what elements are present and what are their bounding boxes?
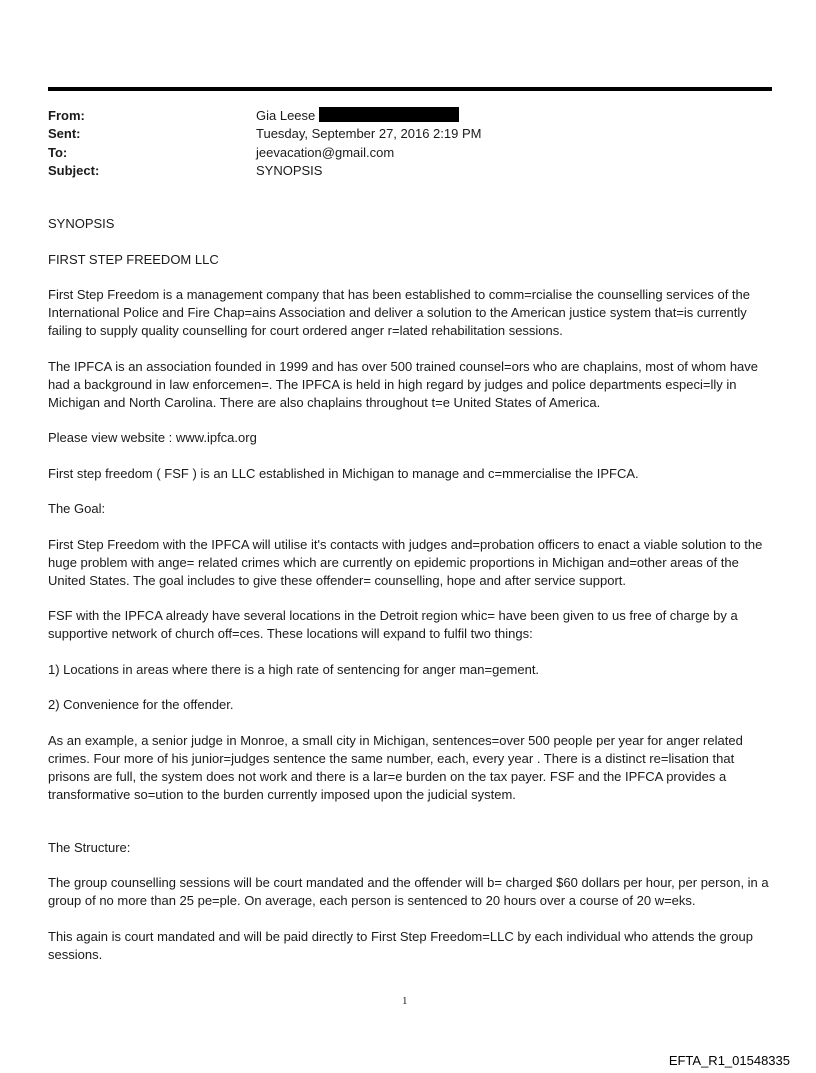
list-item-1: 1) Locations in areas where there is a high rate of sentencing for anger man=gement. — [48, 661, 540, 677]
paragraph-intro: First Step Freedom is a management company that has been established to comm=rcialise the counselling services of the International Police and Fire Chap=ains Association and deliver a solution to the American justice system that=is currently failing to supply quality counselling for court ordered anger r=lated rehabilitation sessions. — [48, 287, 750, 338]
header-rule — [48, 87, 772, 91]
subject-value: SYNOPSIS — [256, 162, 323, 178]
to-label: To: — [48, 144, 68, 160]
body-title: SYNOPSIS — [48, 216, 115, 231]
sent-row — [48, 125, 481, 143]
from-label: From: — [48, 108, 85, 123]
company-name: FIRST STEP FREEDOM LLC — [48, 251, 219, 267]
from-value: Gia Leese — [256, 107, 459, 125]
paragraph-example: As an example, a senior judge in Monroe, a small city in Michigan, sentences=over 500 people per year for anger related crimes. Four more of his junior=judges sentence the same number, each, every year . There is a distinct re=lisation that prisons are full, the system does not work and there is a lar=e burden on the tax payer. FSF and the IPFCA provides a transformative so=ution to the burden currently imposed upon the judicial system. — [48, 732, 743, 802]
paragraph-website: Please view website : www.ipfca.org — [48, 430, 257, 445]
subject-label: Subject: — [48, 162, 100, 178]
paragraph-ipfca: The IPFCA is an association founded in 1999 and has over 500 trained counsel=ors who are chaplains, most of whom have had a background in law enforcemen=. The IPFCA is held in high regard by judges and police departments especi=lly in Michigan and North Carolina. There are also chaplains throughout t=e United States of America. — [48, 358, 759, 410]
page-number: 1 — [402, 995, 408, 1007]
paragraph-locations: FSF with the IPFCA already have several locations in the Detroit region whic= have been given to us free of charge by a supportive network of church off=ces. These locations will expand to fulfil two things: — [48, 608, 738, 641]
email-body — [48, 215, 773, 981]
sent-value: Tuesday, September 27, 2016 2:19 PM — [256, 126, 482, 142]
from-row — [48, 107, 481, 125]
sent-label: Sent: — [48, 126, 81, 142]
paragraph-structure: The group counselling sessions will be court mandated and the offender will b= charged $60 dollars per hour, per person, in a group of no more than 25 pe=ple. On average, each person is sentenced to 20 hours over a course of 20 w=eks. — [48, 875, 769, 908]
paragraph-fsf: First step freedom ( FSF ) is an LLC established in Michigan to manage and c=mmercialise the IPFCA. — [48, 465, 639, 481]
paragraph-payment: This again is court mandated and will be paid directly to First Step Freedom=LLC by each individual who attends the group sessions. — [48, 928, 753, 962]
structure-heading: The Structure: — [48, 839, 131, 855]
redaction-box — [319, 107, 459, 122]
goal-heading: The Goal: — [48, 501, 106, 516]
email-header — [48, 107, 481, 180]
subject-row — [48, 162, 481, 180]
to-row — [48, 144, 481, 162]
list-item-2: 2) Convenience for the offender. — [48, 697, 234, 712]
paragraph-goal: First Step Freedom with the IPFCA will utilise it's contacts with judges and=probation officers to enact a viable solution to the huge problem with ange= related crimes which are currently on epidemic proportions in Michigan and=other areas of the United States. The goal includes to give these offender= counselling, hope and after service support. — [48, 536, 763, 588]
to-value: jeevacation@gmail.com — [256, 144, 395, 160]
document-id: EFTA_R1_01548335 — [668, 1053, 790, 1068]
